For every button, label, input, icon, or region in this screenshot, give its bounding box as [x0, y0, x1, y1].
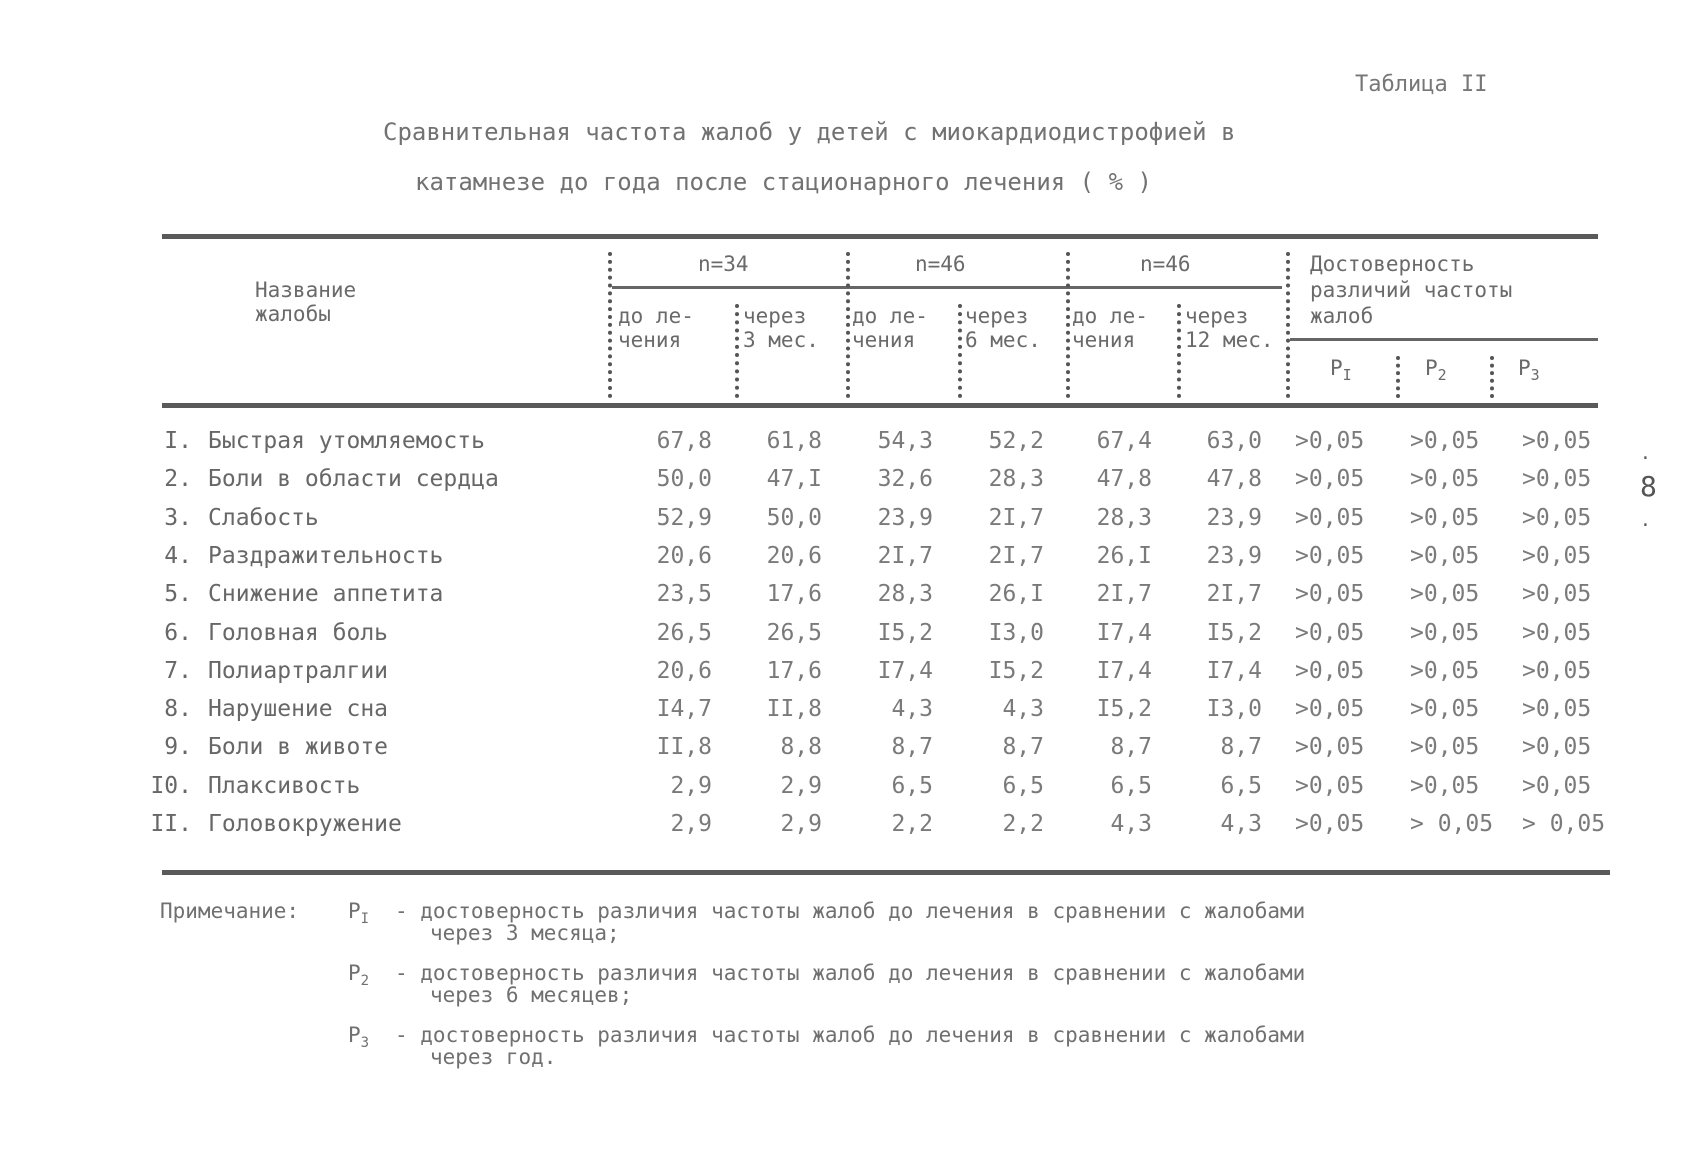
row-value: 28,3 — [877, 581, 933, 607]
row-value: 28,3 — [988, 466, 1044, 492]
row-value: I7,4 — [1206, 658, 1262, 684]
note-item-2-line2: через 6 месяцев; — [430, 983, 633, 1007]
row-value: 4,3 — [1220, 811, 1262, 837]
header-g1-after-2: 3 мес. — [743, 328, 819, 352]
row-value: 2,2 — [891, 811, 933, 837]
row-value: 23,9 — [877, 505, 933, 531]
header-group1-n: n=34 — [698, 252, 749, 276]
header-g3-before-2: чения — [1072, 328, 1136, 352]
header-g2-after-1: через — [965, 304, 1029, 328]
row-value: I7,4 — [1096, 620, 1152, 646]
row-value: 2I,7 — [988, 543, 1044, 569]
row-p-value: >0,05 — [1410, 505, 1480, 531]
row-p-value: >0,05 — [1295, 658, 1365, 684]
row-p-value: >0,05 — [1410, 428, 1480, 454]
header-g2-before-1: до ле- — [852, 304, 928, 328]
row-p-value: >0,05 — [1522, 543, 1592, 569]
row-value: 61,8 — [766, 428, 822, 454]
row-value: 2I,7 — [877, 543, 933, 569]
row-value: 2,9 — [780, 811, 822, 837]
note-item-2-symbol: $P_2$ — [348, 961, 370, 990]
row-value: 67,8 — [656, 428, 712, 454]
row-value: I5,2 — [1206, 620, 1262, 646]
row-value: I5,2 — [877, 620, 933, 646]
row-number: 8. — [164, 696, 192, 722]
row-p-value: >0,05 — [1295, 696, 1365, 722]
row-p-value: >0,05 — [1522, 658, 1592, 684]
row-value: 63,0 — [1206, 428, 1262, 454]
row-p-value: >0,05 — [1295, 428, 1365, 454]
table-top-rule — [162, 234, 1598, 239]
row-value: I5,2 — [988, 658, 1044, 684]
row-complaint-name: Быстрая утомляемость — [208, 428, 485, 454]
note-item-1-line2: через 3 месяца; — [430, 921, 620, 945]
header-g1-after-1: через — [743, 304, 807, 328]
header-g3-after-1: через — [1185, 304, 1249, 328]
header-g1-before-2: чения — [618, 328, 682, 352]
table-label: Таблица II — [1355, 72, 1488, 97]
table-bottom-rule — [162, 870, 1610, 875]
row-number: 3. — [164, 505, 192, 531]
row-p-value: > 0,05 — [1522, 811, 1606, 837]
row-p-value: >0,05 — [1410, 543, 1480, 569]
row-complaint-name: Боли в животе — [208, 734, 389, 760]
row-number: I0. — [150, 773, 192, 799]
header-reliability-rule — [1290, 338, 1598, 341]
header-group2-n: n=46 — [915, 252, 966, 276]
row-value: II,8 — [656, 734, 712, 760]
row-value: 4,3 — [891, 696, 933, 722]
row-value: 6,5 — [1110, 773, 1152, 799]
header-separator — [958, 304, 966, 398]
row-p-value: >0,05 — [1522, 505, 1592, 531]
header-group-rule — [612, 286, 1282, 289]
row-p-value: >0,05 — [1522, 734, 1592, 760]
row-number: 7. — [164, 658, 192, 684]
page-number: 8 — [1640, 470, 1657, 503]
header-g2-before-2: чения — [852, 328, 916, 352]
row-number: II. — [150, 811, 192, 837]
row-p-value: >0,05 — [1295, 734, 1365, 760]
row-value: 4,3 — [1002, 696, 1044, 722]
header-g2-after-2: 6 мес. — [965, 328, 1041, 352]
header-bottom-rule — [162, 403, 1598, 408]
row-p-value: >0,05 — [1522, 696, 1592, 722]
header-name-line1: Название — [255, 278, 357, 302]
row-p-value: >0,05 — [1410, 658, 1480, 684]
row-p-value: >0,05 — [1410, 734, 1480, 760]
row-value: 6,5 — [891, 773, 933, 799]
row-value: 17,6 — [766, 658, 822, 684]
row-number: 5. — [164, 581, 192, 607]
row-value: 20,6 — [656, 658, 712, 684]
row-p-value: >0,05 — [1522, 466, 1592, 492]
row-complaint-name: Снижение аппетита — [208, 581, 444, 607]
header-g3-before-1: до ле- — [1072, 304, 1148, 328]
row-p-value: >0,05 — [1295, 505, 1365, 531]
row-value: 2I,7 — [1206, 581, 1262, 607]
table-title-line-2: катамнезе до года после стационарного лечения ( % ) — [415, 168, 1152, 196]
row-value: 2,9 — [670, 811, 712, 837]
header-separator — [608, 252, 616, 398]
row-value: 47,8 — [1206, 466, 1262, 492]
header-separator — [1066, 252, 1074, 398]
header-g1-before-1: до ле- — [618, 304, 694, 328]
header-reliability-2: различий частоты — [1310, 278, 1513, 302]
row-p-value: >0,05 — [1410, 581, 1480, 607]
row-value: 2I,7 — [1096, 581, 1152, 607]
header-p1: $P_I$ — [1330, 356, 1352, 385]
row-value: 52,2 — [988, 428, 1044, 454]
header-separator — [735, 304, 743, 398]
note-item-2-line1: - достоверность различия частоты жалоб до лечения в сравнении с жалобами — [395, 961, 1306, 985]
row-p-value: >0,05 — [1410, 620, 1480, 646]
table-title-line-1: Сравнительная частота жалоб у детей с миокардиодистрофией в — [383, 118, 1236, 146]
row-value: 23,9 — [1206, 543, 1262, 569]
row-value: I4,7 — [656, 696, 712, 722]
header-separator — [846, 252, 854, 398]
row-complaint-name: Слабость — [208, 505, 319, 531]
note-item-3-line1: - достоверность различия частоты жалоб до лечения в сравнении с жалобами — [395, 1023, 1306, 1047]
note-item-3-symbol: $P_3$ — [348, 1023, 370, 1052]
row-value: I3,0 — [988, 620, 1044, 646]
row-p-value: >0,05 — [1410, 696, 1480, 722]
row-p-value: >0,05 — [1410, 773, 1480, 799]
row-p-value: >0,05 — [1522, 428, 1592, 454]
row-value: 8,7 — [1110, 734, 1152, 760]
row-complaint-name: Плаксивость — [208, 773, 361, 799]
header-reliability-3: жалоб — [1310, 304, 1374, 328]
note-item-3-line2: через год. — [430, 1045, 557, 1069]
row-value: 26,5 — [766, 620, 822, 646]
row-value: 6,5 — [1220, 773, 1262, 799]
header-group3-n: n=46 — [1140, 252, 1191, 276]
row-p-value: >0,05 — [1295, 466, 1365, 492]
row-value: 8,7 — [891, 734, 933, 760]
row-p-value: >0,05 — [1522, 620, 1592, 646]
row-value: 23,5 — [656, 581, 712, 607]
row-value: II,8 — [766, 696, 822, 722]
row-number: 2. — [164, 466, 192, 492]
header-separator — [1396, 356, 1404, 398]
row-value: 8,7 — [1220, 734, 1262, 760]
row-value: 2,2 — [1002, 811, 1044, 837]
header-name-line2: жалобы — [255, 302, 331, 326]
row-complaint-name: Нарушение сна — [208, 696, 389, 722]
header-separator — [1177, 304, 1185, 398]
row-p-value: >0,05 — [1295, 620, 1365, 646]
row-value: 23,9 — [1206, 505, 1262, 531]
row-number: 9. — [164, 734, 192, 760]
header-reliability-1: Достоверность — [1310, 252, 1475, 276]
row-value: 52,9 — [656, 505, 712, 531]
row-value: 50,0 — [766, 505, 822, 531]
row-number: I. — [164, 428, 192, 454]
row-value: 26,5 — [656, 620, 712, 646]
row-value: I7,4 — [1096, 658, 1152, 684]
row-value: 50,0 — [656, 466, 712, 492]
row-value: 2I,7 — [988, 505, 1044, 531]
header-separator — [1490, 356, 1498, 398]
row-value: 6,5 — [1002, 773, 1044, 799]
row-p-value: >0,05 — [1522, 773, 1592, 799]
note-label: Примечание: — [160, 899, 300, 923]
row-value: 8,8 — [780, 734, 822, 760]
row-p-value: >0,05 — [1410, 466, 1480, 492]
row-p-value: >0,05 — [1295, 773, 1365, 799]
row-value: 47,I — [766, 466, 822, 492]
row-value: 67,4 — [1096, 428, 1152, 454]
header-p2: $P_2$ — [1425, 356, 1447, 385]
row-value: I7,4 — [877, 658, 933, 684]
page-number-dash-bottom: · — [1640, 515, 1651, 536]
row-value: 20,6 — [656, 543, 712, 569]
note-item-1-line1: - достоверность различия частоты жалоб до лечения в сравнении с жалобами — [395, 899, 1306, 923]
page-number-dash-top: · — [1640, 448, 1651, 469]
row-p-value: >0,05 — [1522, 581, 1592, 607]
row-value: 26,I — [1096, 543, 1152, 569]
row-value: 28,3 — [1096, 505, 1152, 531]
row-complaint-name: Головная боль — [208, 620, 389, 646]
row-complaint-name: Полиартралгии — [208, 658, 389, 684]
row-p-value: > 0,05 — [1410, 811, 1494, 837]
row-value: I3,0 — [1206, 696, 1262, 722]
row-value: 17,6 — [766, 581, 822, 607]
row-complaint-name: Головокружение — [208, 811, 402, 837]
row-value: 32,6 — [877, 466, 933, 492]
row-value: I5,2 — [1096, 696, 1152, 722]
row-p-value: >0,05 — [1295, 543, 1365, 569]
header-g3-after-2: 12 мес. — [1185, 328, 1274, 352]
row-value: 47,8 — [1096, 466, 1152, 492]
row-value: 54,3 — [877, 428, 933, 454]
header-separator — [1286, 252, 1294, 398]
row-value: 26,I — [988, 581, 1044, 607]
note-item-1-symbol: $P_I$ — [348, 899, 370, 928]
row-complaint-name: Боли в области сердца — [208, 466, 499, 492]
row-value: 4,3 — [1110, 811, 1152, 837]
row-number: 6. — [164, 620, 192, 646]
row-p-value: >0,05 — [1295, 811, 1365, 837]
row-complaint-name: Раздражительность — [208, 543, 444, 569]
row-number: 4. — [164, 543, 192, 569]
row-value: 2,9 — [780, 773, 822, 799]
row-value: 20,6 — [766, 543, 822, 569]
row-value: 2,9 — [670, 773, 712, 799]
header-p3: $P_3$ — [1518, 356, 1540, 385]
row-value: 8,7 — [1002, 734, 1044, 760]
row-p-value: >0,05 — [1295, 581, 1365, 607]
